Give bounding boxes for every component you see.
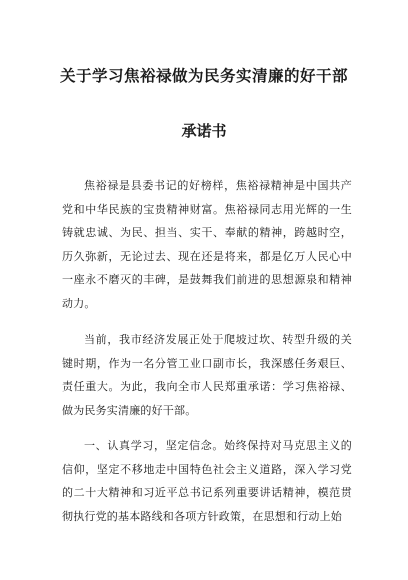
- document-title: 关于学习焦裕禄做为民务实清廉的好干部: [59, 67, 348, 85]
- document-subtitle: 承诺书: [181, 122, 227, 140]
- paragraph: 焦裕禄是县委书记的好榜样，焦裕禄精神是中国共产党和中华民族的宝贵精神财富。焦裕禄同志用光辉的一生铸就忠诚、为民、担当、实干、奉献的精神，跨越时空，历久弥新，无论过去、现在还是将来，都是亿万人民心中一座永不磨灭的丰碑，是鼓舞我们前进的思想源泉和精神动力。: [62, 179, 352, 310]
- paragraph: 当前，我市经济发展正处于爬坡过坎、转型升级的关键时期，作为一名分管工业口副市长，我深感任务艰巨、责任重大。为此，我向全市人民郑重承诺：学习焦裕禄、做为民务实清廉的好干部。: [62, 333, 352, 417]
- paragraph: 一、认真学习，坚定信念。始终保持对马克思主义的信仰，坚定不移地走中国特色社会主义道路，深入学习党的二十大精神和习近平总书记系列重要讲话精神，模范贯彻执行党的基本路线和各项方针政策，在思想和行动上始: [62, 439, 352, 523]
